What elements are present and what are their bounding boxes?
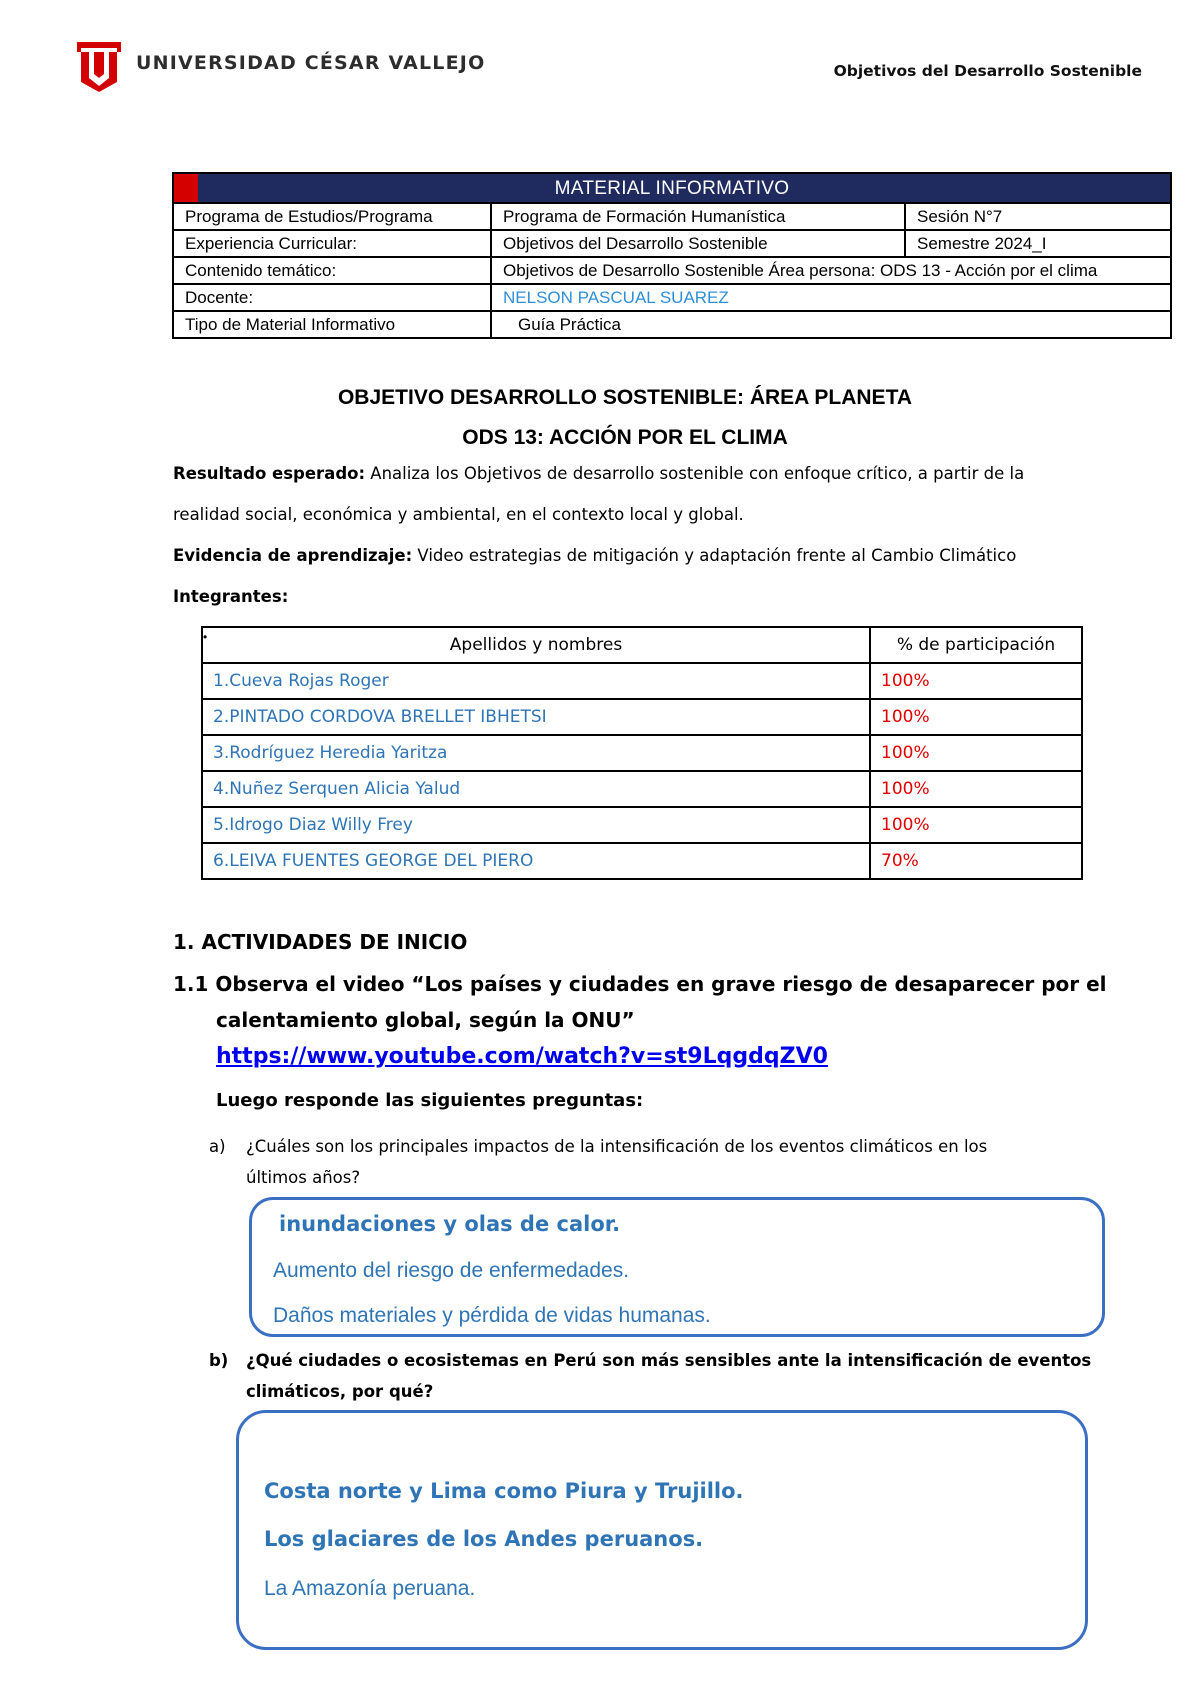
course-header-title: Objetivos del Desarrollo Sostenible	[833, 62, 1142, 80]
table-row	[202, 843, 1082, 879]
integrantes-label: Integrantes:	[173, 587, 289, 606]
column-header-participation: % de participación	[870, 627, 1082, 663]
evidencia-line: Evidencia de aprendizaje: Video estrategias de mitigación y adaptación frente al Cambio Climático	[173, 546, 1017, 565]
column-header-names: Apellidos y nombres	[202, 627, 870, 663]
evidencia-label: Evidencia de aprendizaje:	[173, 546, 413, 565]
resultado-line: Resultado esperado: Analiza los Objetivos de desarrollo sostenible con enfoque crítico, a partir de la	[173, 464, 1025, 483]
member-participation: 70%	[870, 843, 1082, 879]
resultado-label: Resultado esperado:	[173, 464, 366, 483]
info-value: Objetivos del Desarrollo Sostenible	[491, 230, 905, 257]
info-label: Programa de Estudios/Programa	[173, 203, 491, 230]
member-name: 3.Rodríguez Heredia Yaritza	[202, 735, 870, 771]
info-extra: Sesión N°7	[905, 203, 1171, 230]
members-table	[201, 626, 1083, 880]
member-participation: 100%	[870, 663, 1082, 699]
subsection-heading-cont: calentamiento global, según la ONU”	[216, 1008, 635, 1032]
info-label: Tipo de Material Informativo	[173, 311, 491, 338]
table-row	[202, 807, 1082, 843]
info-row	[173, 311, 1171, 338]
info-label: Contenido temático:	[173, 257, 491, 284]
info-label: Experiencia Curricular:	[173, 230, 491, 257]
answer-a-1: inundaciones y olas de calor.	[279, 1212, 621, 1236]
answer-a-2: Aumento del riesgo de enfermedades.	[273, 1259, 630, 1282]
member-participation: 100%	[870, 735, 1082, 771]
instructions: Luego responde las siguientes preguntas:	[216, 1090, 644, 1111]
resultado-line-2: realidad social, económica y ambiental, en el contexto local y global.	[173, 505, 744, 524]
info-value: Objetivos de Desarrollo Sostenible Área persona: ODS 13 - Acción por el clima	[491, 257, 1171, 284]
question-a-marker: a)	[209, 1137, 226, 1156]
member-participation: 100%	[870, 699, 1082, 735]
university-name: UNIVERSIDAD CÉSAR VALLEJO	[136, 52, 486, 74]
material-banner: MATERIAL INFORMATIVO	[173, 173, 1171, 203]
question-b-marker: b)	[209, 1351, 229, 1370]
member-participation: 100%	[870, 807, 1082, 843]
members-header-row	[202, 627, 1082, 663]
red-marker	[174, 174, 198, 202]
info-row	[173, 284, 1171, 311]
info-row	[173, 203, 1171, 230]
answer-a-3: Daños materiales y pérdida de vidas humanas.	[273, 1304, 711, 1327]
member-participation: 100%	[870, 771, 1082, 807]
info-value: Programa de Formación Humanística	[491, 203, 905, 230]
table-row	[202, 663, 1082, 699]
page-subtitle: ODS 13: ACCIÓN POR EL CLIMA	[462, 426, 788, 449]
member-name: 5.Idrogo Diaz Willy Frey	[202, 807, 870, 843]
question-a-text: ¿Cuáles son los principales impactos de la intensificación de los eventos climáticos en los últimos años?	[246, 1137, 988, 1187]
info-row	[173, 257, 1171, 284]
teacher-name: NELSON PASCUAL SUAREZ	[491, 284, 1171, 311]
section-heading: 1. ACTIVIDADES DE INICIO	[173, 930, 468, 954]
table-row	[202, 735, 1082, 771]
info-label: Docente:	[173, 284, 491, 311]
subsection-heading: 1.1 Observa el video “Los países y ciudades en grave riesgo de desaparecer por el	[173, 972, 1107, 996]
table-row	[202, 771, 1082, 807]
university-logo	[75, 38, 123, 92]
bullet-icon: •	[203, 630, 208, 644]
info-row	[173, 230, 1171, 257]
question-b-text: ¿Qué ciudades o ecosistemas en Perú son más sensibles ante la intensificación de eventos climáticos, por qué?	[246, 1351, 1092, 1401]
video-link[interactable]: https://www.youtube.com/watch?v=st9LqgdqZV0	[216, 1044, 828, 1069]
info-extra: Semestre 2024_I	[905, 230, 1171, 257]
answer-b-1: Costa norte y Lima como Piura y Trujillo.	[264, 1479, 744, 1503]
member-name: 4.Nuñez Serquen Alicia Yalud	[202, 771, 870, 807]
material-info-table	[172, 172, 1172, 339]
page-title: OBJETIVO DESARROLLO SOSTENIBLE: ÁREA PLANETA	[337, 386, 913, 409]
member-name: 2.PINTADO CORDOVA BRELLET IBHETSI	[202, 699, 870, 735]
member-name: 6.LEIVA FUENTES GEORGE DEL PIERO	[202, 843, 870, 879]
table-row	[202, 699, 1082, 735]
member-name: 1.Cueva Rojas Roger	[202, 663, 870, 699]
answer-b-2: Los glaciares de los Andes peruanos.	[264, 1527, 704, 1551]
info-value: Guía Práctica	[491, 311, 1171, 338]
answer-b-3: La Amazonía peruana.	[264, 1577, 476, 1600]
